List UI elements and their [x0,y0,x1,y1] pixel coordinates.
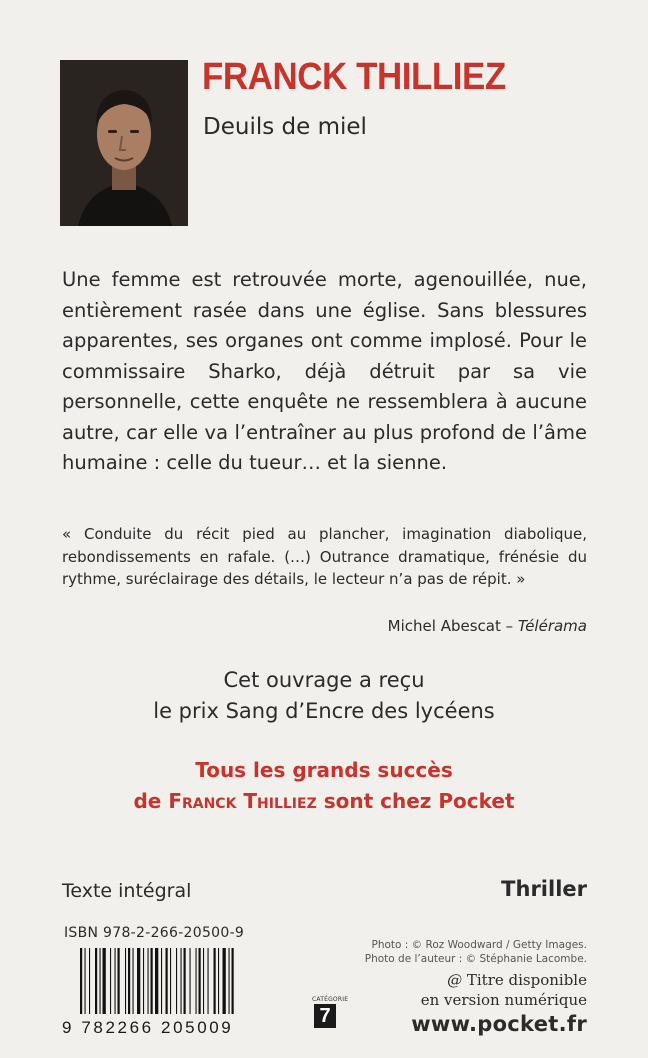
credit-photo: Photo : © Roz Woodward / Getty Images. [371,939,587,951]
barcode-bar [218,948,219,1014]
barcode-bar [100,948,101,1014]
barcode-bar [95,948,97,1014]
barcode-bar [199,948,201,1014]
credit-author-photo: Photo de l’auteur : © Stéphanie Lacombe. [364,953,587,965]
publication-name: Télérama [517,617,587,635]
barcode-bar [133,948,134,1014]
barcode-bar [155,948,158,1014]
book-title: Deuils de miel [203,114,367,140]
author-name: FRANCK THILLIEZ [202,56,506,98]
barcode-bar [196,948,197,1014]
barcode-bar [232,948,234,1014]
barcode-bar [85,948,86,1014]
barcode-bar [184,948,186,1014]
barcode-bar [161,948,162,1014]
review-source [388,617,587,635]
barcode [62,948,300,1026]
promo-line-2 [0,789,648,813]
barcode-bar [214,948,216,1014]
author-photo [60,60,188,226]
digital-line-2: en version numérique [420,991,587,1009]
barcode-bar [223,948,226,1014]
category-value: 7 [314,1004,336,1028]
barcode-bar [176,948,177,1014]
barcode-bar [166,948,168,1014]
review-quote: « Conduite du récit pied au plancher, imagination diabolique, rebondissements en rafale. (…) Outrance dramatique, frénésie du rythme, suréclairage des détails, le lecteur n’a pas de répit. » [62,525,587,588]
prize-line-2: le prix Sang d’Encre des lycéens [153,699,495,723]
barcode-bar [118,948,120,1014]
category-badge [312,996,349,1028]
digital-availability [421,970,587,1010]
digital-line-1: Titre disponible [466,971,587,989]
barcode-bar [229,948,230,1014]
barcode-bar [190,948,191,1014]
genre-label: Thriller [501,877,587,901]
barcode-bar [89,948,90,1014]
barcode-bar [80,948,82,1014]
photo-credits [365,938,587,966]
barcode-bar [170,948,171,1014]
barcode-bar [128,948,130,1014]
digital-icon: @ [447,971,463,989]
promo-prefix: de [133,789,169,813]
barcode-bar [203,948,204,1014]
barcode-bar [125,948,126,1014]
prize-line-1: Cet ouvrage a reçu [223,668,425,692]
promo-suffix: sont chez Pocket [316,789,515,813]
synopsis: Une femme est retrouvée morte, agenouillée, nue, entièrement rasée dans une église. Sans blessures apparentes, ses organes ont comme implosé. Pour le commissaire Sharko, déjà détruit par sa vie personnelle, cette enquête ne ressemblera à aucune autre, car elle va l’entraîner au plus profond de l’âme humaine : celle du tueur… et la sienne. [62,268,587,474]
barcode-bar [208,948,209,1014]
isbn: ISBN 978-2-266-20500-9 [64,925,245,941]
promo-author: Franck Thilliez [168,789,317,813]
barcode-bar [148,948,149,1014]
category-label: CATÉGORIE [312,996,349,1003]
barcode-number: 9 782266 205009 [62,1018,234,1037]
texte-integral: Texte intégral [62,880,192,902]
barcode-bar [115,948,116,1014]
critic-name: Michel Abescat – [387,617,518,635]
barcode-bar [143,948,144,1014]
barcode-bar [103,948,106,1014]
barcode-bar [110,948,111,1014]
barcode-bar [181,948,182,1014]
barcode-bar [137,948,140,1014]
publisher-url[interactable]: www.pocket.fr [411,1012,587,1036]
promo-line-1: Tous les grands succès [195,758,453,782]
barcode-bar [151,948,153,1014]
